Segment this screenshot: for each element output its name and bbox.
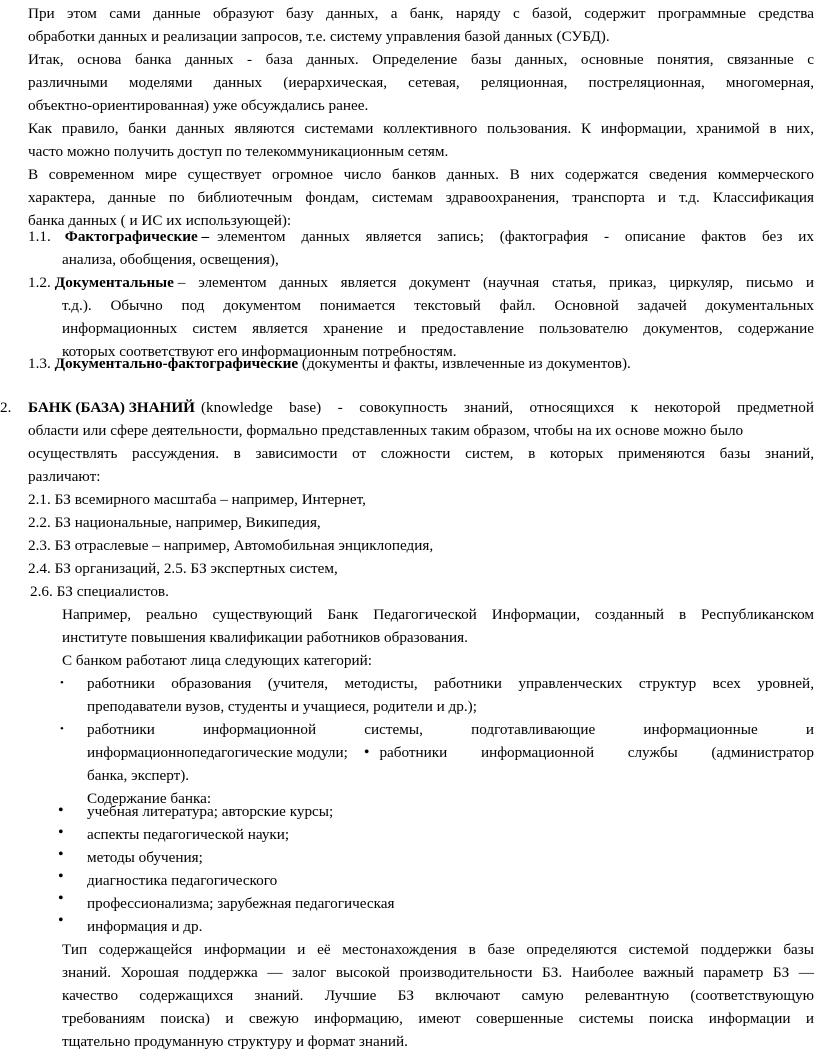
bullet-icon: • xyxy=(60,723,64,735)
bullet-icon: • xyxy=(58,824,64,841)
content-item: профессионализма; зарубежная педагогическая xyxy=(87,895,395,912)
paragraph-line: При этом сами данные образуют базу данных, а банк, наряду с базой, содержит программные средства xyxy=(28,5,814,22)
list-number: 1.3. xyxy=(28,355,51,372)
list-item-continuation xyxy=(87,741,814,764)
bullet-icon: • xyxy=(58,868,64,885)
paragraph-line: осуществлять рассуждения. в зависимости от сложности систем, в которых применяются базы знаний, xyxy=(28,445,814,462)
definition: (документы и факты, извлеченные из документов). xyxy=(301,355,631,372)
subheading: Содержание банка: xyxy=(87,790,212,807)
kb-type-item: 2.3. БЗ отраслевые – например, Автомобильная энциклопедия, xyxy=(28,537,434,554)
bullet-icon: • xyxy=(58,846,64,863)
classification-item-2 xyxy=(28,271,814,294)
paragraph-line: требованиям поиска) и свежую информацию, имеют совершенные системы поиска информации и xyxy=(62,1010,814,1027)
list-item-text: работники информационной службы (администратор xyxy=(379,744,814,761)
list-item-text: информационнопедагогические модули; xyxy=(87,744,348,761)
paragraph-line: информационных систем является хранение и предоставление пользователю документов, содержание xyxy=(62,320,814,337)
section-number: 2. xyxy=(0,399,12,416)
classification-item-1 xyxy=(28,225,814,248)
paragraph-line: различными моделями данных (иерархическая, сетевая, реляционная, постреляционная, многомерная, xyxy=(28,74,814,91)
paragraph-line: характера, данные по библиотечным фондам, системам здравоохранения, транспорта и т.д. Классификация xyxy=(28,189,814,206)
definition: (knowledge base) - совокупность знаний, относящихся к некоторой предметной xyxy=(201,399,814,416)
content-item: учебная литература; авторские курсы; xyxy=(87,803,334,820)
kb-type-item: 2.2. БЗ национальные, например, Википедия, xyxy=(28,514,321,531)
list-item: работники информационной системы, подготавливающие информационные и xyxy=(87,721,814,738)
bullet-icon: • xyxy=(363,744,370,761)
paragraph-line: тщательно продуманную структуру и формат знаний. xyxy=(62,1033,408,1050)
list-item-continuation: преподаватели вузов, студенты и учащиеся, родители и др.); xyxy=(87,698,477,715)
paragraph-line: качество содержащихся знаний. Лучшие БЗ включают самую релевантную (соответствующую xyxy=(62,987,814,1004)
paragraph-line: С банком работают лица следующих категорий: xyxy=(62,652,372,669)
term: Фактографические – xyxy=(64,228,210,245)
paragraph-line: часто можно получить доступ по телекоммуникационным сетям. xyxy=(28,143,449,160)
bullet-icon: • xyxy=(58,802,64,819)
definition: – элементом данных является документ (научная статья, приказ, циркуляр, письмо и xyxy=(177,274,814,291)
content-item: диагностика педагогического xyxy=(87,872,278,889)
paragraph-line: знаний. Хорошая поддержка — залог высокой производительности БЗ. Наиболее важный параметр БЗ — xyxy=(62,964,814,981)
kb-type-item: 2.4. БЗ организаций, 2.5. БЗ экспертных систем, xyxy=(28,560,338,577)
paragraph-line: области или сфере деятельности, формально представленных таким образом, чтобы на их основе можно было xyxy=(28,422,744,439)
content-item: методы обучения; xyxy=(87,849,203,866)
section-term: БАНК (БАЗА) ЗНАНИЙ xyxy=(28,399,195,416)
paragraph-line: В современном мире существует огромное число банков данных. В них содержатся сведения коммерческого xyxy=(28,166,814,183)
paragraph-line: анализа, обобщения, освещения), xyxy=(62,251,279,268)
kb-type-item: 2.1. БЗ всемирного масштаба – например, Интернет, xyxy=(28,491,366,508)
section-2-heading-line xyxy=(0,396,814,419)
paragraph-line: Тип содержащейся информации и её местонахождения в базе определяются системой поддержки базы xyxy=(62,941,814,958)
list-item: работники образования (учителя, методисты, работники управленческих структур всех уровней, xyxy=(87,675,814,692)
paragraph-line: банка данных ( и ИС их использующей): xyxy=(28,212,292,229)
paragraph-line: различают: xyxy=(28,468,101,485)
kb-type-item: 2.6. БЗ специалистов. xyxy=(30,583,169,600)
paragraph-line: которых соответствуют его информационным потребностям. xyxy=(62,343,457,360)
bullet-icon: • xyxy=(58,890,64,907)
paragraph-line: Как правило, банки данных являются системами коллективного пользования. К информации, хранимой в них, xyxy=(28,120,814,137)
paragraph-line: институте повышения квалификации работников образования. xyxy=(62,629,468,646)
paragraph-line: обработки данных и реализации запросов, т.е. систему управления базой данных (СУБД). xyxy=(28,28,610,45)
classification-item-3 xyxy=(28,352,631,375)
paragraph-line: т.д.). Обычно под документом понимается текстовый файл. Основной задачей документальных xyxy=(62,297,814,314)
list-item-continuation: банка, эксперт). xyxy=(87,767,190,784)
term: Документальные xyxy=(54,274,174,291)
paragraph-line: объектно-ориентированная) уже обсуждались ранее. xyxy=(28,97,369,114)
content-item: аспекты педагогической науки; xyxy=(87,826,290,843)
list-number: 1.1. xyxy=(28,228,51,245)
content-item: информация и др. xyxy=(87,918,203,935)
paragraph-line: Итак, основа банка данных - база данных. Определение базы данных, основные понятия, связанные с xyxy=(28,51,814,68)
paragraph-line: Например, реально существующий Банк Педагогической Информации, созданный в Республиканском xyxy=(62,606,814,623)
list-number: 1.2. xyxy=(28,274,51,291)
bullet-icon: • xyxy=(58,912,64,929)
definition: элементом данных является запись; (фактография - описание фактов без их xyxy=(217,228,814,245)
term: Документально-фактографические xyxy=(54,355,299,372)
bullet-icon: • xyxy=(60,677,64,689)
